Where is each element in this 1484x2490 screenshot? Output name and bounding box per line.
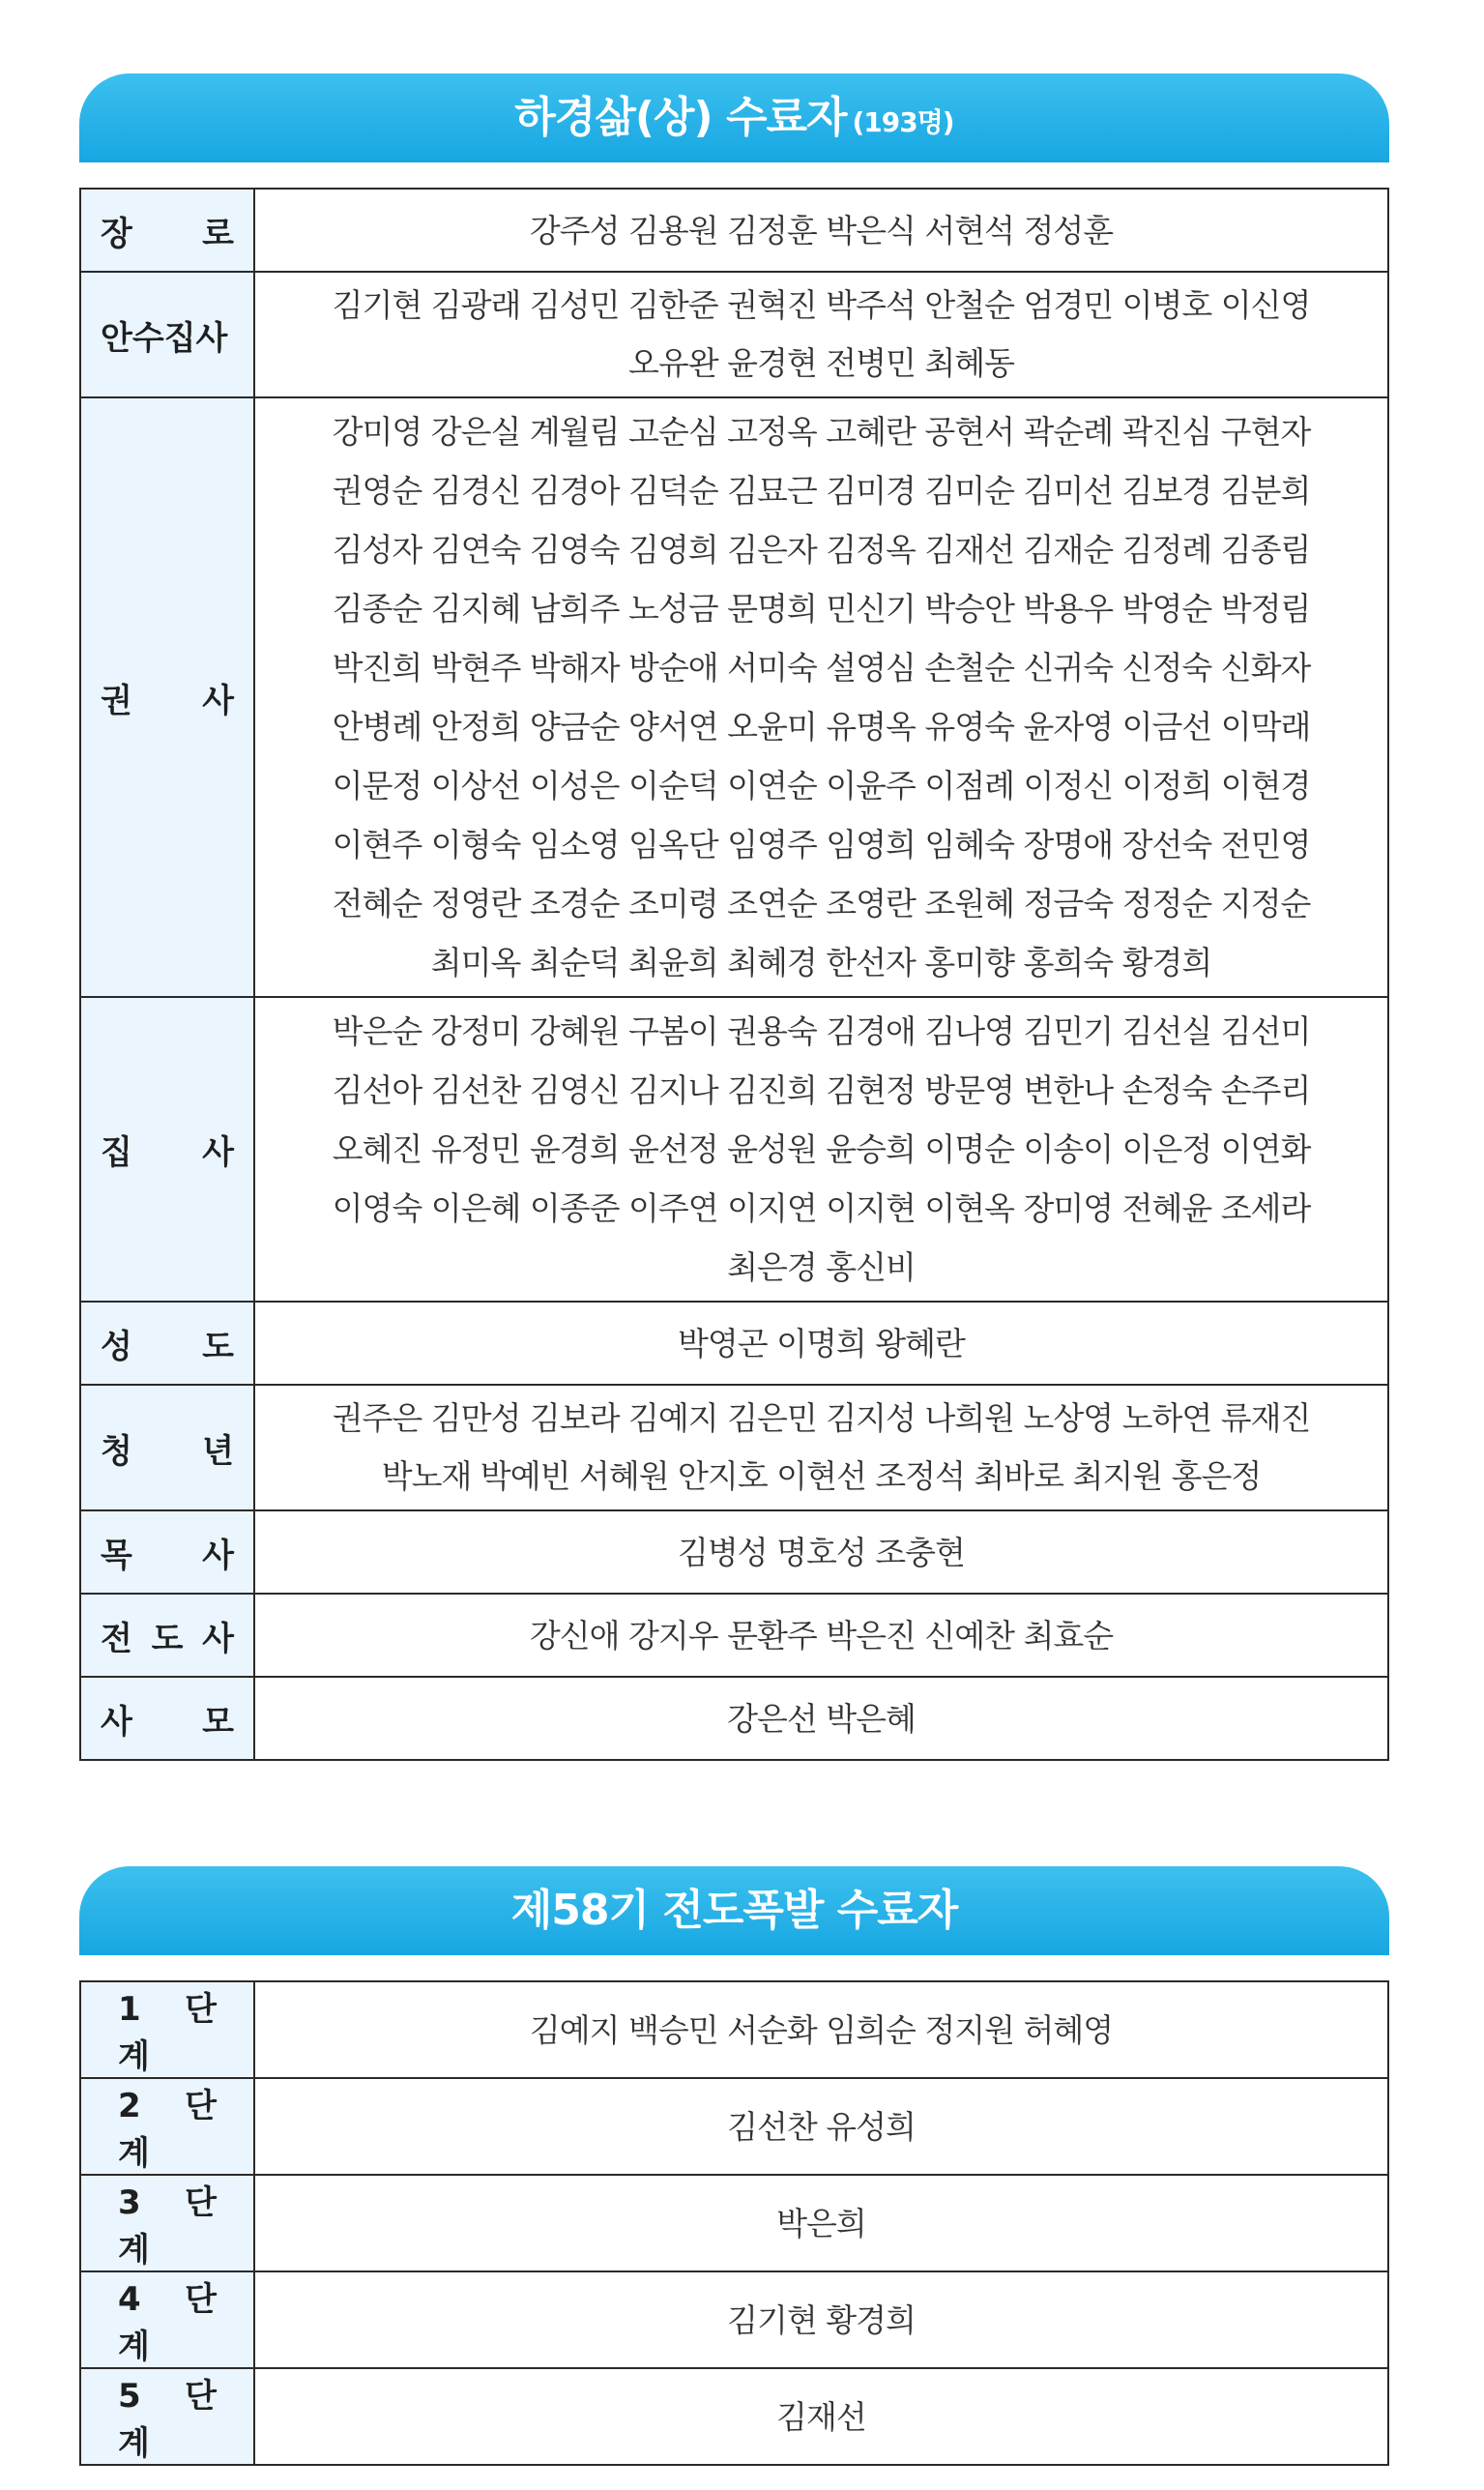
- row-names: [254, 1302, 1388, 1385]
- section-hagyeongsam: [79, 73, 1389, 1761]
- names-line: 안병례 안정희 양금순 양서연 오윤미 유명옥 유영숙 윤자영 이금선 이막래: [332, 708, 1311, 746]
- names-line: 박영곤 이명희 왕혜란: [678, 1324, 965, 1362]
- names-line: 김종순 김지혜 남희주 노성금 문명희 민신기 박승안 박용우 박영순 박정림: [332, 590, 1311, 628]
- row-label: 집 사: [80, 997, 254, 1302]
- names-line: 오유완 윤경현 전병민 최혜동: [627, 344, 1014, 382]
- section-title: 하경삶(상) 수료자: [514, 93, 847, 142]
- names-line: 최미옥 최순덕 최윤희 최혜경 한선자 홍미향 홍희숙 황경희: [430, 944, 1212, 981]
- names-line: 박노재 박예빈 서혜원 안지호 이현선 조정석 최바로 최지원 홍은정: [381, 1457, 1262, 1495]
- row-label: 4 단 계: [80, 2271, 254, 2368]
- section-title: 제58기 전도폭발 수료자: [510, 1886, 958, 1935]
- names-line: 오혜진 유정민 윤경희 윤선정 윤성원 윤승희 이명순 이송이 이은정 이연화: [332, 1130, 1311, 1168]
- row-names: [254, 1594, 1388, 1677]
- row-label: 1 단 계: [80, 1981, 254, 2078]
- row-names: [254, 272, 1388, 397]
- row-label: 청 년: [80, 1385, 254, 1510]
- row-names: [254, 1677, 1388, 1760]
- row-label: 장 로: [80, 189, 254, 272]
- roster-table: [79, 1980, 1389, 2466]
- table-row: [80, 1677, 1388, 1760]
- section-evangelism-explosion: [79, 1866, 1389, 2466]
- names-line: 김선찬 유성희: [727, 2107, 916, 2146]
- table-row: [80, 1510, 1388, 1594]
- names-line: 김기현 황경희: [727, 2300, 916, 2339]
- table-row: [80, 397, 1388, 997]
- names-line: 김병성 명호성 조충현: [678, 1533, 965, 1571]
- table-row: [80, 2175, 1388, 2271]
- names-line: 최은경 홍신비: [727, 1248, 916, 1286]
- row-names: [254, 397, 1388, 997]
- section-banner: [79, 1866, 1389, 1955]
- row-names: [254, 997, 1388, 1302]
- roster-table: [79, 188, 1389, 1761]
- table-row: [80, 1981, 1388, 2078]
- row-label: 사 모: [80, 1677, 254, 1760]
- row-label: 안수집사: [80, 272, 254, 397]
- table-row: [80, 1302, 1388, 1385]
- table-row: [80, 997, 1388, 1302]
- names-line: 박은순 강정미 강혜원 구봄이 권용숙 김경애 김나영 김민기 김선실 김선미: [332, 1012, 1311, 1050]
- row-names: [254, 2271, 1388, 2368]
- row-label: 권 사: [80, 397, 254, 997]
- row-names: [254, 1981, 1388, 2078]
- row-label: 성 도: [80, 1302, 254, 1385]
- row-label: 전 도 사: [80, 1594, 254, 1677]
- names-line: 강미영 강은실 계월림 고순심 고정옥 고혜란 공현서 곽순례 곽진심 구현자: [332, 413, 1311, 451]
- table-row: [80, 272, 1388, 397]
- row-label: 5 단 계: [80, 2368, 254, 2465]
- table-row: [80, 2368, 1388, 2465]
- names-line: 권주은 김만성 김보라 김예지 김은민 김지성 나희원 노상영 노하연 류재진: [332, 1399, 1311, 1437]
- names-line: 강신애 강지우 문환주 박은진 신예찬 최효순: [529, 1616, 1114, 1655]
- row-names: [254, 2368, 1388, 2465]
- names-line: 김기현 김광래 김성민 김한준 권혁진 박주석 안철순 엄경민 이병호 이신영: [332, 286, 1311, 324]
- row-label: 2 단 계: [80, 2078, 254, 2175]
- row-label: 목 사: [80, 1510, 254, 1594]
- row-names: [254, 2078, 1388, 2175]
- names-line: 강주성 김용원 김정훈 박은식 서현석 정성훈: [529, 211, 1114, 249]
- names-line: 김예지 백승민 서순화 임희순 정지원 허혜영: [529, 2010, 1114, 2049]
- row-names: [254, 189, 1388, 272]
- section-count: (193명): [852, 106, 954, 138]
- row-names: [254, 2175, 1388, 2271]
- names-line: 이문정 이상선 이성은 이순덕 이연순 이윤주 이점례 이정신 이정희 이현경: [332, 767, 1311, 805]
- names-line: 강은선 박은혜: [727, 1699, 916, 1738]
- names-line: 박은희: [776, 2204, 866, 2242]
- table-row: [80, 2271, 1388, 2368]
- section-banner: [79, 73, 1389, 162]
- names-line: 김선아 김선찬 김영신 김지나 김진희 김현정 방문영 변한나 손정숙 손주리: [332, 1071, 1311, 1109]
- table-row: [80, 189, 1388, 272]
- names-line: 이현주 이형숙 임소영 임옥단 임영주 임영희 임혜숙 장명애 장선숙 전민영: [332, 826, 1311, 864]
- names-line: 김재선: [776, 2397, 866, 2436]
- table-row: [80, 1594, 1388, 1677]
- table-row: [80, 2078, 1388, 2175]
- row-label: 3 단 계: [80, 2175, 254, 2271]
- table-row: [80, 1385, 1388, 1510]
- names-line: 김성자 김연숙 김영숙 김영희 김은자 김정옥 김재선 김재순 김정례 김종림: [332, 531, 1311, 569]
- names-line: 박진희 박현주 박해자 방순애 서미숙 설영심 손철순 신귀숙 신정숙 신화자: [332, 649, 1311, 687]
- names-line: 권영순 김경신 김경아 김덕순 김묘근 김미경 김미순 김미선 김보경 김분희: [332, 472, 1311, 510]
- names-line: 이영숙 이은혜 이종준 이주연 이지연 이지현 이현옥 장미영 전혜윤 조세라: [332, 1189, 1311, 1227]
- names-line: 전혜순 정영란 조경순 조미령 조연순 조영란 조원혜 정금숙 정정순 지정순: [332, 885, 1311, 923]
- row-names: [254, 1510, 1388, 1594]
- row-names: [254, 1385, 1388, 1510]
